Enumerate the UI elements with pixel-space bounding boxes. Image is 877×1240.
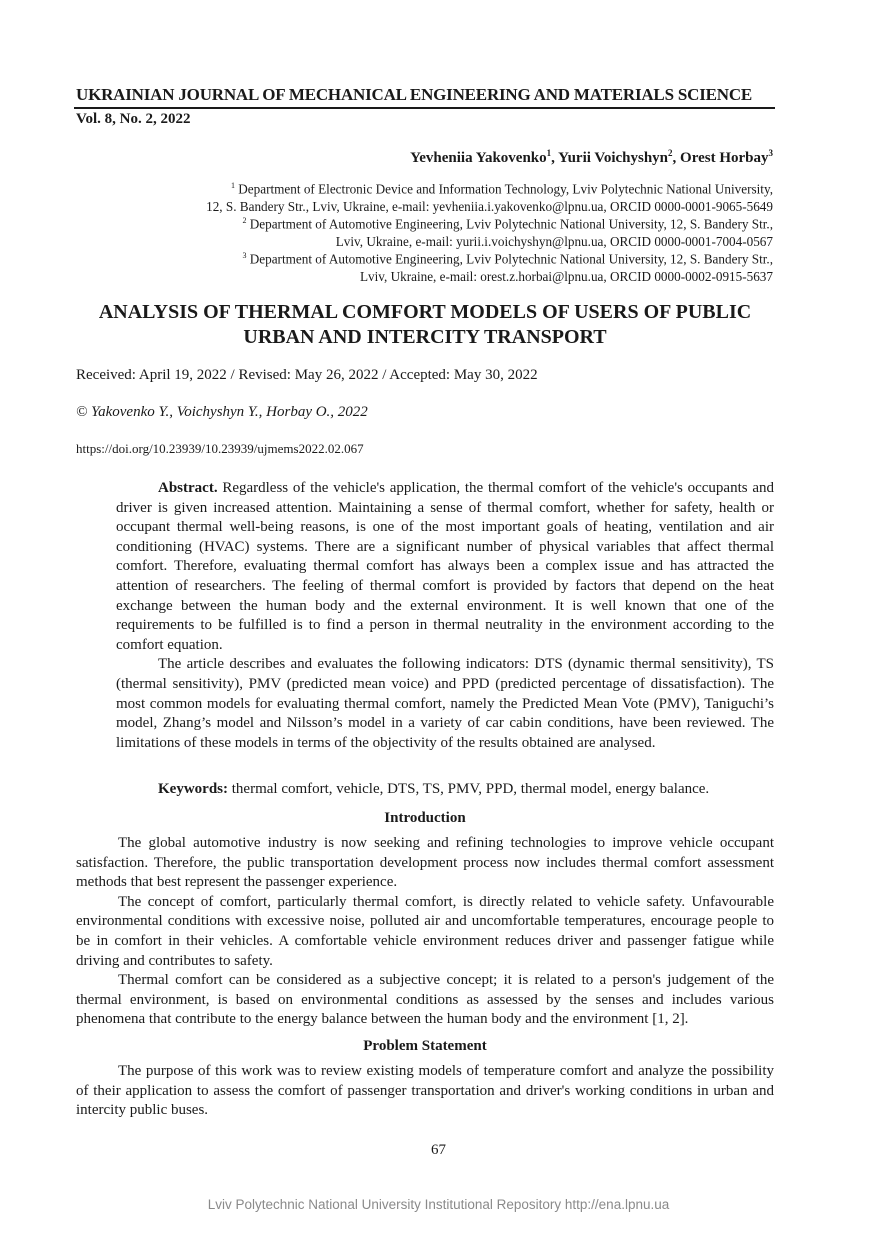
abstract-label: Abstract. [158,480,218,496]
keywords: Keywords: thermal comfort, vehicle, DTS, TS, PMV, PPD, thermal model, energy balance. [158,781,710,797]
body-paragraph: The global automotive industry is now seeking and refining technologies to improve vehicle occupant satisfaction. Therefore, the public transportation development process now includes thermal comfort assessment methods that best represent the passenger experience. [76,835,774,891]
problem-statement-body [76,1062,774,1121]
introduction-body [76,834,774,1030]
author-name: Yurii Voichyshyn [558,150,669,166]
journal-title: UKRAINIAN JOURNAL OF MECHANICAL ENGINEERING AND MATERIALS SCIENCE [76,85,753,104]
author-affiliation-mark: 3 [768,148,773,158]
author-affiliation-mark: 1 [546,148,552,158]
author-list: Yevheniia Yakovenko$^1$, Yurii Voichyshyn$^2$, Orest Horbay$^3$ [410,148,773,166]
section-heading-problem-statement: Problem Statement [363,1038,487,1054]
header-rule [74,107,775,109]
body-paragraph: The purpose of this work was to review existing models of temperature comfort and analyze the possibility of their application to assess the comfort of passenger transportation and driver's working conditions in urban and intercity public buses. [76,1063,774,1119]
abstract-paragraph: Abstract. Regardless of the vehicle's application, the thermal comfort of the vehicle's occupants and driver is given increased attention. Maintaining a sense of thermal comfort, whether for safety, health or occupant thermal well-being reasons, is one of the most important goals of heating, ventilation and air conditioning (HVAC) systems. There are a significant number of physical variables that affect thermal comfort. Therefore, evaluating thermal comfort has always been a complex issue and has attracted the attention of researchers. The feeling of thermal comfort is provided by factors that depend on the heat exchange between the human body and the external environment. It is well known that one of the requirements to be fulfilled is to find a person in thermal neutrality in the environment according to the comfort equation. [116,480,774,653]
copyright-notice: © Yakovenko Y., Voichyshyn Y., Horbay O., 2022 [76,404,368,420]
author-name: Orest Horbay [680,150,769,166]
body-paragraph: The concept of comfort, particularly thermal comfort, is directly related to vehicle safety. Unfavourable environmental conditions with excessive noise, polluted air and uncomfortable temperatures, encourage people to be in comfort in their vehicles. A comfortable vehicle environment reduces driver and passenger fatigue while driving and contributes to safety. [76,893,774,969]
volume-issue: Vol. 8, No. 2, 2022 [76,111,191,127]
keywords-label: Keywords: [158,781,228,797]
abstract-paragraph: The article describes and evaluates the following indicators: DTS (dynamic thermal sensitivity), TS (thermal sensitivity), PMV (predicted mean voice) and PPD (predicted percentage of dissatisfaction). The most common models for evaluating thermal comfort, namely the Predicted Mean Vote (PMV), Taniguchi’s model, Zhang’s model and Nilsson’s model in a variety of car cabin conditions, have been reviewed. The limitations of these models in terms of the objectivity of the results obtained are analysed. [116,656,774,751]
paper-title: ANALYSIS OF THERMAL COMFORT MODELS OF USERS OF PUBLIC URBAN AND INTERCITY TRANSPORT [98,301,752,348]
author-affiliation-mark: 2 [668,148,673,158]
doi-link[interactable]: https://doi.org/10.23939/10.23939/ujmems2022.02.067 [76,441,364,456]
body-paragraph: Thermal comfort can be considered as a subjective concept; it is related to a person's judgement of the thermal environment, is based on environmental conditions as assessed by the senses and includes various phenomena that contribute to the energy balance between the human body and the environment [1, 2]. [76,972,774,1028]
page-number: 67 [431,1142,446,1158]
repository-footer: Lviv Polytechnic National University Institutional Repository http://ena.lpnu.ua [207,1197,670,1212]
abstract [116,479,774,753]
section-heading-introduction: Introduction [384,810,466,826]
author-name: Yevheniia Yakovenko [410,150,547,166]
submission-dates: Received: April 19, 2022 / Revised: May 26, 2022 / Accepted: May 30, 2022 [76,367,538,383]
affiliation-1: $^1$ Department of Electronic Device and Information Technology, Lviv Polytechnic National University, 12, S. Bandery Str., Lviv, Ukraine, e-mail: yevheniia.i.yakovenko@lpnu.ua, ORCID 0000-0001-9065-5649 [206,181,773,214]
affiliation-3: $^3$ Department of Automotive Engineering, Lviv Polytechnic National University, 12, S. Bandery Str., Lviv, Ukraine, e-mail: orest.z.horbai@lpnu.ua, ORCID 0000-0002-0915-5637 [242,251,773,284]
affiliation-2: $^2$ Department of Automotive Engineering, Lviv Polytechnic National University, 12, S. Bandery Str., Lviv, Ukraine, e-mail: yurii.i.voichyshyn@lpnu.ua, ORCID 0000-0001-7004-0567 [242,216,773,249]
